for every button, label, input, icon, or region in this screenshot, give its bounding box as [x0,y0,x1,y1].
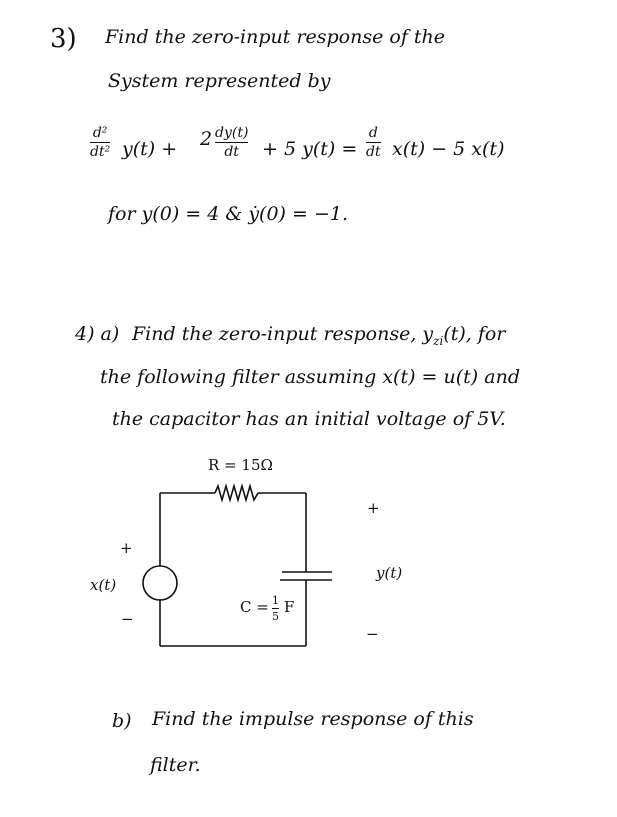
input-derivative-numerator: d [368,125,378,141]
problem-4a-line-1-end: (t), for [443,323,506,345]
source-minus-sign: − [121,610,134,628]
resistor-label: R = 15Ω [208,456,273,474]
problem-3-line-1: Find the zero-input response of the [105,26,446,48]
output-minus-sign: − [366,625,379,643]
capacitor-value-fraction [272,595,279,622]
initial-conditions: for y(0) = 4 & ẏ(0) = −1. [108,203,349,225]
equation-term-1: y(t) + [122,138,178,160]
problem-4a-line-3: the capacitor has an initial voltage of 5V. [112,408,506,430]
fraction-bar [272,608,279,609]
problem-4a-line-1-text: Find the zero-input response, y [132,323,434,345]
problem-4b-label: b) [112,710,132,732]
problem-4a-line-2: the following filter assuming x(t) = u(t) and [100,366,520,388]
resistor-zigzag [215,486,258,500]
input-derivative-denominator: dt [366,144,381,160]
problem-4a-label: 4) a) [75,323,120,345]
capacitor-fraction-denominator: 5 [272,610,279,623]
problem-3-line-2: System represented by [108,70,331,92]
output-plus-sign: + [367,499,380,517]
source-plus-sign: + [120,539,133,557]
source-label: x(t) [90,576,117,594]
capacitor-label-prefix: C = [240,598,269,616]
problem-4b-line-1: Find the impulse response of this [152,708,474,730]
output-label: y(t) [376,564,403,582]
zero-input-subscript: zi [433,333,444,348]
second-derivative-denominator: dt² [90,144,111,160]
first-derivative-numerator: dy(t) [215,125,249,141]
voltage-source-circle [143,566,177,600]
capacitor-fraction-numerator: 1 [272,594,279,607]
problem-3-number: 3) [50,24,77,54]
equation-term-2: + 5 y(t) = [262,138,358,160]
equation-term-3: x(t) − 5 x(t) [392,138,505,160]
second-derivative-numerator: d² [92,125,108,141]
capacitor-unit: F [284,598,295,616]
first-derivative-denominator: dt [224,144,239,160]
problem-4b-line-2: filter. [150,754,201,776]
equation-coefficient-2: 2 [200,128,213,150]
